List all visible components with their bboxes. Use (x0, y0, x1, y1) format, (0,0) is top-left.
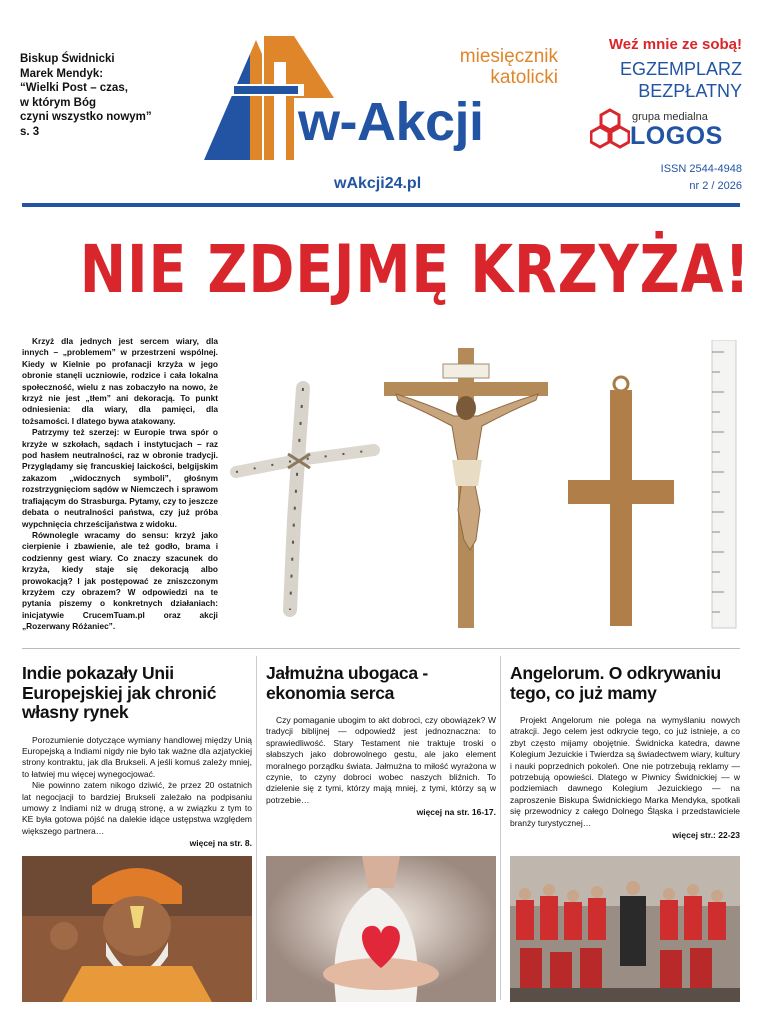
ruler-icon (712, 340, 736, 628)
issue-number: nr 2 / 2026 (689, 180, 742, 192)
logos-group-logo[interactable]: grupa medialna LOGOS (590, 108, 740, 154)
article-title[interactable]: Jałmużna ubogaca - ekonomia serca (266, 663, 428, 703)
read-more-link[interactable]: więcej na str. 8. (189, 838, 252, 849)
main-headline[interactable]: NIE ZDEJMĘ KRZYŻA! (79, 231, 751, 308)
lead-paragraph: Krzyż dla jednych jest sercem wiary, dla innych – „problemem” w przestrzeni wspólnej. Kiedy w Kielnie po profanacji krzyża w jego obronie stanęli uczniowie, rodzice i cała lokalna społeczność, wielu z nas zobaczyło na nowo, że krzyż nie jest „tłem” ani dekoracją. To punkt odniesienia: dla wiary, dla pamięci, dla tożsamości. I dlatego bywa atakowany. (22, 336, 218, 426)
read-more-link[interactable]: więcej na str. 16-17. (416, 807, 496, 818)
hexagon-cluster-icon (590, 108, 630, 152)
lead-paragraph: Równolegle wracamy do sensu: krzyż jako cierpienie i zbawienie, ale też godło, brama i codzienny gest wiary. Co znaczy szacunek do krzyża, kiedy staje się dekoracją albo prowokacją? I jak postępować ze zniszczonym krzyżem czy obrazem? W odpowiedzi na te pytania piszemy o konkretnych działaniach: inicjatywie CrucemTuam.pl oraz akcji „Rozerwany Różaniec”. (22, 529, 218, 632)
article-body: Projekt Angelorum nie polega na wymyślaniu nowych atrakcji. Jego celem jest odkrycie tego, co już istnieje, a co zbyt często mijamy obojętnie. Świdnicka katedra, dawne Kolegium Jezuickie i Twierdza są świadectwem wiary, kultury i nauki poprzednich pokoleń. One nie potrzebują reklamy — potrzebują opowieści. Dlatego w Piwnicy Świdnickiej — w podziemiach dawnego Kolegium Jezuickiego — na zaproszenie Biskupa Świdnickiego Marka Mendyka, spotkali się przewodnicy z całego Dolnego Śląska i przedstawiciele branży turystycznej… więcej str.: 22-23 (510, 715, 740, 841)
teaser-line: w którym Bóg (20, 96, 97, 109)
read-more-link[interactable]: więcej str.: 22-23 (672, 830, 740, 841)
monthly-label: miesięcznik katolicki (459, 46, 558, 88)
article-angelorum[interactable] (510, 664, 740, 841)
crosses-photo (228, 340, 738, 630)
teaser-line: Biskup Świdnicki (20, 53, 115, 65)
site-url-link[interactable]: wAkcji24.pl (334, 175, 422, 192)
article-body: Czy pomaganie ubogim to akt dobroci, czy obowiązek? W tradycji biblijnej — odpowiedź jest jednoznaczna: to sprawiedliwość. Stary Testament nie traktuje troski o słabszych jako dobrowolnego gestu, ale jako element moralnego porządku świata. Jałmużna to miłość wyrażona w czynie, to czyny dobroci wobec naszych bliźnich. To dzielenie się z tymi, którzy mają mniej, z tymi, którzy są w potrzebie… więcej na str. 16-17. (266, 715, 496, 818)
article-india[interactable] (22, 664, 252, 850)
header-rule (22, 203, 740, 207)
indian-sadhu-photo (22, 856, 252, 1002)
crucifix-icon (384, 348, 548, 628)
masthead-wordmark[interactable]: w-Akcji (298, 92, 484, 152)
lead-paragraph: Patrzymy też szerzej: w Europie trwa spór o krzyże w szkołach, sądach i instytucjach – raz pod hasłem neutralności, raz w obronie tradycji. Przyglądamy się francuskiej laickości, belgijskim zakazom „widocznych symboli”, głośnym rozstrzygnięciom sądów w Niemczech i sprawom trafiającym do Strasburga. Pytamy, czy to jeszcze debata o neutralności państwa, czy już próba wypchnięcia chrześcijaństwa z widoku. (22, 427, 218, 529)
article-body: Porozumienie dotyczące wymiany handlowej między Unią Europejską a Indiami nigdy nie było tak ważne dla azjatyckiej strony kontraktu, jak dla Brukseli. A jeśli komuś zależy mniej, to łatwiej mu więcej wynegocjować. Nie powinno zatem nikogo dziwić, że przez 20 ostatnich lat negocjacji to bardziej Brukseli zależało na podpisaniu umowy z Indiami niż w drugą stronę, a w związku z tym to KE była gotowa pójść na dalekie idące ustępstwa względem większego partnera… więcej na str. 8. (22, 734, 252, 849)
cover-teaser[interactable] (20, 52, 170, 139)
teaser-line: Marek Mendyk: (20, 67, 104, 80)
teaser-line: czyni wszystko nowym” (20, 111, 152, 123)
lead-article[interactable] (22, 336, 218, 633)
birch-cross-icon (236, 388, 374, 610)
issn-number: ISSN 2544-4948 (660, 163, 742, 175)
column-divider (500, 656, 501, 1000)
teaser-line: “Wielki Post – czas, (20, 82, 128, 94)
take-me-slogan: Weź mnie ze sobą! (608, 36, 742, 53)
section-divider (22, 648, 740, 649)
article-title[interactable]: Indie pokazały Unii Europejskiej jak chronić własny rynek (22, 663, 217, 722)
group-photo (510, 856, 740, 1002)
plain-wooden-cross-icon (568, 377, 674, 626)
free-copy-label: EGZEMPLARZ BEZPŁATNY (619, 59, 742, 101)
article-title[interactable]: Angelorum. O odkrywaniu tego, co już mamy (510, 663, 721, 703)
heart-in-hands-photo (266, 856, 496, 1002)
article-almsgiving[interactable] (266, 664, 496, 819)
column-divider (256, 656, 257, 1000)
teaser-page: s. 3 (20, 125, 40, 138)
